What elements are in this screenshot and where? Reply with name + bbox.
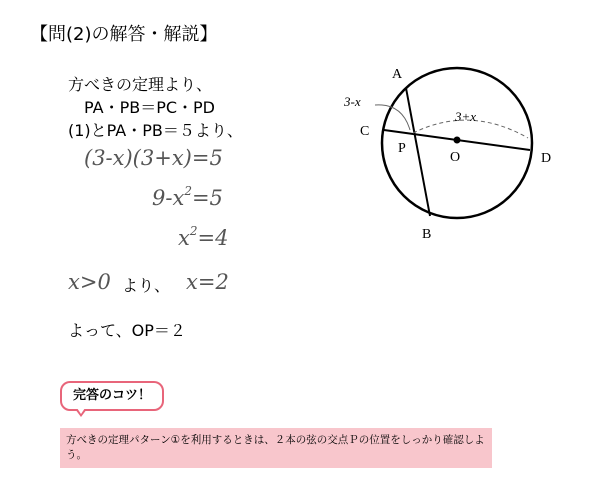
tip-badge-tail-inner xyxy=(77,408,85,414)
solution-line-1: 方べきの定理より、 xyxy=(68,75,213,94)
equation-2: $9-x^2=5$ xyxy=(152,184,223,210)
condition-expression: x>0 xyxy=(68,270,111,294)
solution-line-2: PA・PB＝PC・PD xyxy=(84,98,215,117)
condition-text: より、 xyxy=(122,276,171,295)
label-A: A xyxy=(392,67,403,82)
page-title: 【問(2)の解答・解説】 xyxy=(30,24,218,45)
label-B: B xyxy=(422,227,432,242)
label-PD-length: 3+x xyxy=(455,109,477,124)
label-P: P xyxy=(398,141,406,156)
label-D: D xyxy=(541,151,552,166)
solution-line-3: (1)とPA・PB＝５より、 xyxy=(68,121,243,140)
circle-diagram xyxy=(330,55,570,250)
answer-expression: x=2 xyxy=(186,270,229,294)
chord-AB xyxy=(406,88,430,216)
arc-PA-marker xyxy=(375,105,410,130)
equation-1: (3-x)(3+x)=5 xyxy=(84,146,223,170)
conclusion-text: よって、OP＝２ xyxy=(68,321,186,340)
label-PA-length: 3-x xyxy=(344,94,361,109)
center-point xyxy=(454,137,461,144)
label-O: O xyxy=(450,150,461,165)
tip-text-box: 方べきの定理パターン①を利用するときは、２本の弦の交点Ｐの位置をしっかり確認しよう。 xyxy=(60,428,492,468)
label-C: C xyxy=(360,124,370,139)
equation-3: $x^2=4$ xyxy=(178,224,229,250)
tip-badge: 完答のコツ！ xyxy=(60,381,164,411)
